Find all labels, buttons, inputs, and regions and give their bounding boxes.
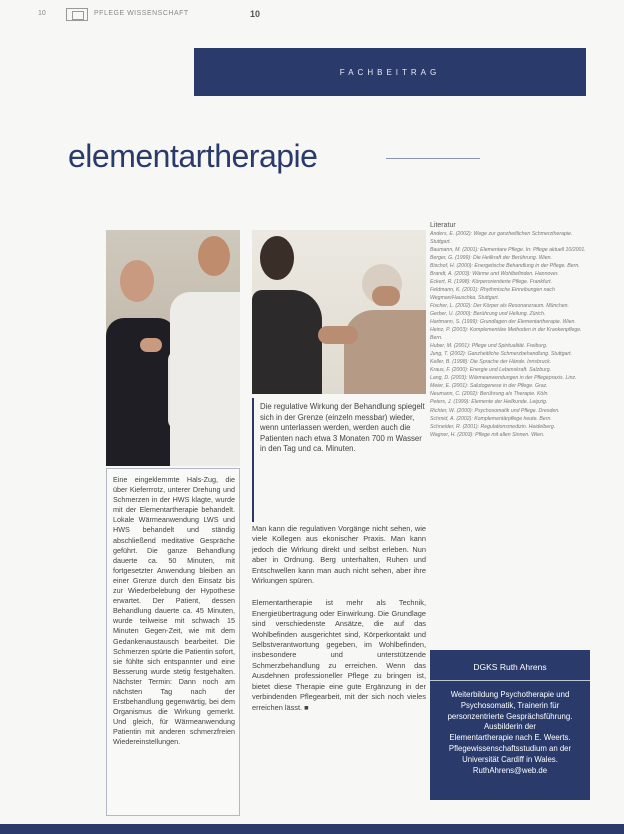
- photo-therapist-head: [260, 236, 294, 280]
- body-paragraph: Man kann die regulativen Vorgänge nicht sehen, wie viele Kollegen aus ekonischer Praxis. Man kann jedoch die Wirkung direkt und selbst erleben. Nun aber in Ordnung. Berg unterhalten, Ruhen und Entschwellen kann man auch nicht sehen, aber ihre Wirkungen spüren.: [252, 524, 426, 586]
- literature-item: Anders, E. (2002): Wege zur ganzheitlichen Schmerztherapie. Stuttgart.: [430, 231, 573, 245]
- literature-item: Meier, E. (2001): Salutogenese in der Pflege. Graz.: [430, 383, 548, 390]
- author-bio-line: Universität Cardiff in Wales.: [462, 754, 558, 764]
- publication-logo: [66, 8, 88, 21]
- literature-item: Gerber, U. (2000): Berührung und Heilung. Zürich.: [430, 310, 546, 317]
- literature-item: Huber, M. (2001): Pflege und Spiritualität. Freiburg.: [430, 342, 548, 349]
- section-label: FACHBEITRAG: [339, 68, 441, 77]
- literature-item: Lang, D. (2003): Wärmeanwendungen in der Pflegepraxis. Linz.: [430, 375, 577, 382]
- literature-section: [430, 222, 590, 642]
- photo-treatment-closeup: [252, 230, 426, 394]
- literature-item: Fischer, L. (2002): Der Körper als Resonanzraum. München.: [430, 302, 569, 309]
- author-bio-line: Pflegewissenschaftsstudium an der: [448, 743, 572, 753]
- photo-therapist-body: [252, 290, 322, 394]
- publication-name: PFLEGE WISSENSCHAFT: [94, 10, 189, 17]
- literature-item: Baumann, M. (2001): Elementare Pflege. In: Pflege aktuell 10/2001.: [430, 246, 586, 253]
- literature-item: Berger, G. (1999): Die Heilkraft der Berührung. Wien.: [430, 254, 552, 261]
- literature-item: Kraus, F. (2000): Energie und Lebenskraft. Salzburg.: [430, 367, 552, 374]
- title-rule: [386, 158, 480, 159]
- author-bio-line: Psychosomatik, Trainerin für: [460, 700, 560, 710]
- literature-item: Richter, W. (2000): Psychosomatik und Pflege. Dresden.: [430, 407, 560, 414]
- article-title-block: [68, 138, 428, 178]
- literature-item: Peters, J. (1999): Elemente der Heilkunde. Leipzig.: [430, 399, 548, 406]
- header-page-number-left: 10: [38, 10, 46, 17]
- photo-treatment-shoulder: [106, 230, 240, 466]
- case-study-box: [106, 468, 240, 816]
- author-box: [430, 650, 590, 800]
- literature-item: Wagner, H. (2003): Pflege mit allen Sinnen. Wien.: [430, 431, 545, 438]
- literature-item: Schneider, R. (2001): Regulationsmedizin. Heidelberg.: [430, 423, 556, 430]
- author-bio-line: Weiterbildung Psychotherapie und: [450, 690, 570, 699]
- photo-patient-head: [120, 260, 154, 302]
- literature-item: Keller, B. (1998): Die Sprache der Hände. Innsbruck.: [430, 359, 552, 365]
- photo-therapist-head: [198, 236, 230, 276]
- photo-caption-box: [252, 398, 428, 522]
- literature-list: [430, 231, 590, 439]
- section-band: [194, 48, 586, 96]
- author-divider: [430, 680, 590, 681]
- literature-item: Heinz, P. (2003): Komplementäre Methoden in der Krankenpflege. Bern.: [430, 327, 582, 341]
- author-bio-line: Elementartherapie nach E. Weerts.: [449, 733, 571, 743]
- author-bio-line: Ausbilderin der: [483, 722, 536, 732]
- case-study-text: Eine eingeklemmte Hals-Zug, die über Kieferrrotz, unterer Drehung und Schmerzen in der HWS klagte, wurde mit der Elementartherapie behandelt. Lokale Wärmeanwendung LWS und HWS behandelt und ständig abschließend meditative Gespräche geführt. Die ganze Behandlung dauerte ca. 50 Minuten, mit fortgesetzter Anwendung bleiben an einer Grenze durch den Einsatz bis zur Wiederbelebung der Hypothese erwartet. Der Patient, dessen Behandlung dauerte ca. 45 Minuten, wurde teilweise mit schwach 15 Minuten Gegen-Zeit, wie mit dem Gedankenaustausch bearbeitet. Die Schmerzen spürte die Patientin sofort, sie fühlte sich entspannter und eine Besserung wurde stetig festgehalten. Nächster Termin: Dann noch am nächsten Tag nach der Erstbehandlung gegenwärtig, bei dem Organismus die Wirkung gemerkt. Und gleich, für Wärmeanwendung Patientin mit anderen schmerzfreien Wiedereinstellungen.: [113, 475, 235, 747]
- author-bio: [438, 690, 582, 776]
- author-name: DGKS Ruth Ahrens: [473, 662, 547, 672]
- photo-hand: [318, 326, 358, 344]
- literature-item: Schmid, A. (2002): Komplementärpflege heute. Bern.: [430, 415, 552, 422]
- literature-heading: Literatur: [430, 222, 456, 229]
- literature-item: Hartmann, S. (1999): Grundlagen der Elementartherapie. Wien.: [430, 319, 576, 326]
- photo-hand: [372, 286, 400, 306]
- author-email[interactable]: RuthAhrens@web.de: [472, 765, 548, 775]
- photo-patient-shoulder: [344, 310, 426, 394]
- literature-item: Brandt, A. (2003): Wärme und Wohlbefinden. Hannover.: [430, 270, 559, 277]
- photo-therapist-body: [170, 292, 240, 466]
- page-header: [38, 8, 586, 24]
- author-bio-line: personzentrierte Gesprächsführung.: [447, 711, 573, 721]
- body-paragraph: Elementartherapie ist mehr als Technik, Energieübertragung oder Einwirkung. Die Grundlage sind verschiedenste Ansätze, die auf das Wohlbefinden ausgerichtet sind, Körperkontakt und Selbstverantwortung gegeben, im Wohlbefinden, insbesondere und unterstützende Schmerzbehandlung zu erreichen. Wenn das Ausdehnen professioneller Pflege zu bringen ist, bietet diese Therapie eine gute Ergänzung in der verbindenden Pflegearbeit, mit der sich noch vieles erreichen lässt. ■: [252, 598, 426, 712]
- page-number: 10: [250, 9, 261, 19]
- body-column: [252, 524, 426, 725]
- article-title: elementartherapie: [68, 138, 318, 174]
- bottom-bar: [0, 824, 624, 834]
- photo-therapist-hand: [140, 338, 162, 352]
- literature-item: Bischof, H. (2000): Energetische Behandlung in der Pflege. Bern.: [430, 262, 580, 269]
- literature-item: Eckert, R. (1998): Körperorientierte Pflege. Frankfurt.: [430, 279, 552, 286]
- literature-item: Feldmann, K. (2001): Rhythmische Einreibungen nach Wegman/Hauschka. Stuttgart.: [430, 287, 555, 301]
- photo-caption: Die regulative Wirkung der Behandlung spiegelt sich in der Grenze (einzeln messbar) wieder, wenn unterlassen werden, werden auch die Patienten nach etwa 3 Monaten 700 m Wasser in den Tag und ca. Minuten.: [260, 402, 425, 454]
- literature-item: Jung, T. (2002): Ganzheitliche Schmerzbehandlung. Stuttgart.: [430, 350, 572, 357]
- literature-item: Neumann, C. (2002): Berührung als Therapie. Köln.: [430, 391, 549, 398]
